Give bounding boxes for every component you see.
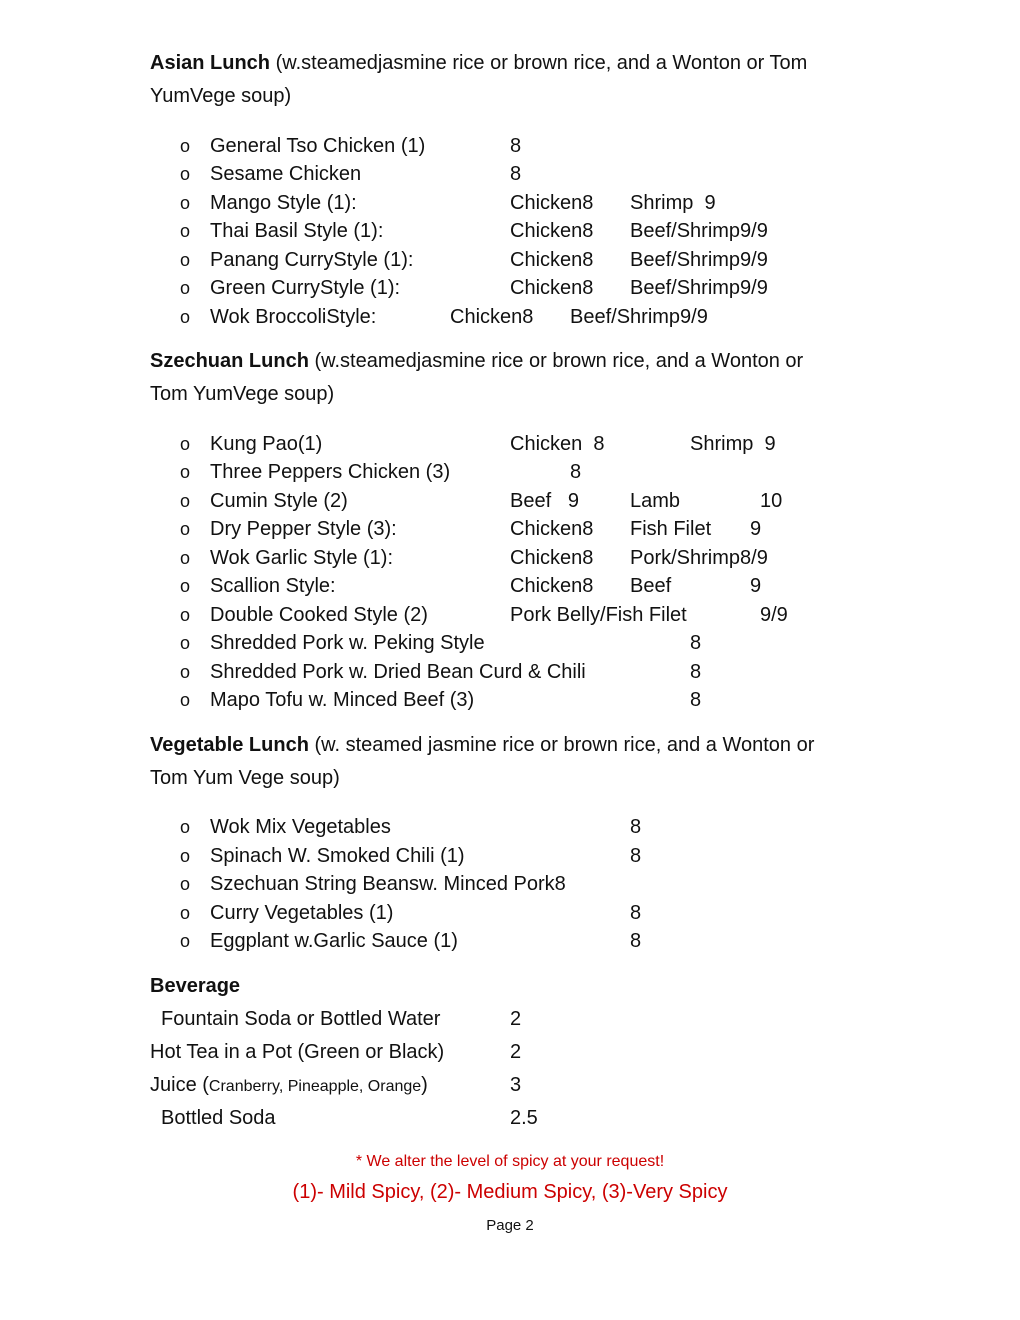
bullet-icon: o <box>180 817 191 837</box>
item-name: Wok Mix Vegetables <box>210 816 391 838</box>
item-price-alt: Shrimp 9 <box>690 433 776 455</box>
bullet-icon: o <box>180 903 191 923</box>
item-alt-price: 9 <box>750 575 762 597</box>
bullet-icon: o <box>180 605 191 625</box>
beverage-item-name: Fountain Soda or Bottled Water <box>161 1008 441 1030</box>
list-item <box>0 927 1020 955</box>
item-price-alt: Beef/Shrimp9/9 <box>570 306 708 328</box>
beverage-item-name: Bottled Soda <box>161 1107 276 1129</box>
item-name: Cumin Style (2) <box>210 490 348 512</box>
beverage-item-price: 2 <box>510 1041 522 1063</box>
item-price-alt: Beef/Shrimp9/9 <box>630 277 768 299</box>
item-name: Thai Basil Style (1): <box>210 220 384 242</box>
list-item <box>0 658 1020 686</box>
item-price-label: Pork Belly/Fish Filet <box>510 604 687 626</box>
beverage-item-price: 3 <box>510 1074 522 1096</box>
juice-label-end: ) <box>421 1074 428 1096</box>
list-item <box>0 217 1020 245</box>
bullet-icon: o <box>180 519 191 539</box>
bullet-icon: o <box>180 874 191 894</box>
item-price-beef: Beef 9 <box>510 490 579 512</box>
szechuan-lunch-desc-line1: (w.steamedjasmine rice or brown rice, and a Wonton or <box>314 350 804 372</box>
list-item <box>0 515 1020 543</box>
item-alt-price: 9 <box>750 518 762 540</box>
bullet-icon: o <box>180 164 191 184</box>
item-name: Mapo Tofu w. Minced Beef (3) <box>210 689 475 711</box>
item-price: 8 <box>690 661 702 683</box>
item-price-alt: Shrimp 9 <box>630 192 716 214</box>
item-price-alt: Beef/Shrimp9/9 <box>630 249 768 271</box>
item-name: General Tso Chicken (1) <box>210 135 426 157</box>
bullet-icon: o <box>180 462 191 482</box>
item-price: 8 <box>690 689 702 711</box>
bullet-icon: o <box>180 662 191 682</box>
vegetable-lunch-desc-line1: (w. steamed jasmine rice or brown rice, and a Wonton or <box>314 734 815 756</box>
item-name: Dry Pepper Style (3): <box>210 518 397 540</box>
item-price: 8 <box>570 461 582 483</box>
bullet-icon: o <box>180 576 191 596</box>
list-item <box>0 842 1020 870</box>
item-alt-label: Beef <box>630 575 672 597</box>
bullet-icon: o <box>180 278 191 298</box>
item-price-chicken: Chicken8 <box>510 547 594 569</box>
item-price-chicken: Chicken8 <box>510 277 594 299</box>
beverage-item-price: 2.5 <box>510 1107 538 1129</box>
list-item <box>0 572 1020 600</box>
bullet-icon: o <box>180 690 191 710</box>
bullet-icon: o <box>180 548 191 568</box>
list-item <box>0 899 1020 927</box>
beverage-item-price: 2 <box>510 1008 522 1030</box>
beverage-item-name <box>150 1071 428 1101</box>
list-item <box>0 601 1020 629</box>
item-price: 8 <box>690 632 702 654</box>
item-name: Three Peppers Chicken (3) <box>210 461 451 483</box>
szechuan-lunch-title: Szechuan Lunch <box>150 350 309 372</box>
list-item <box>0 487 1020 515</box>
bullet-icon: o <box>180 193 191 213</box>
bullet-icon: o <box>180 307 191 327</box>
item-price: 8 <box>630 930 642 952</box>
item-price-chicken: Chicken8 <box>510 220 594 242</box>
item-name: Shredded Pork w. Peking Style <box>210 632 485 654</box>
item-name: Panang CurryStyle (1): <box>210 249 414 271</box>
juice-label: Juice ( <box>150 1074 209 1096</box>
bullet-icon: o <box>180 250 191 270</box>
list-item <box>0 629 1020 657</box>
item-name: Shredded Pork w. Dried Bean Curd & Chili <box>210 661 586 683</box>
item-price-alt: Pork/Shrimp8/9 <box>630 547 768 569</box>
item-name: Sesame Chicken <box>210 163 362 185</box>
list-item <box>0 160 1020 188</box>
item-name: Wok BroccoliStyle: <box>210 306 377 328</box>
item-alt-price: 10 <box>760 490 783 512</box>
list-item <box>0 246 1020 274</box>
item-name: Szechuan String Beansw. Minced Pork8 <box>210 873 566 895</box>
asian-lunch-title: Asian Lunch <box>150 52 271 74</box>
list-item <box>0 544 1020 572</box>
vegetable-lunch-header <box>150 729 870 795</box>
vegetable-lunch-title: Vegetable Lunch <box>150 734 309 756</box>
item-price: 8 <box>510 135 522 157</box>
list-item <box>0 870 1020 898</box>
beverage-item-name: Hot Tea in a Pot (Green or Black) <box>150 1041 445 1063</box>
item-name: Mango Style (1): <box>210 192 357 214</box>
item-price-alt: Beef/Shrimp9/9 <box>630 220 768 242</box>
spicy-request-note: * We alter the level of spicy at your request! <box>355 1153 665 1170</box>
list-item <box>0 274 1020 302</box>
beverage-header <box>150 970 870 1003</box>
item-name: Eggplant w.Garlic Sauce (1) <box>210 930 458 952</box>
item-price-chicken: Chicken8 <box>450 306 534 328</box>
beverage-title: Beverage <box>150 975 241 997</box>
list-item <box>0 303 1020 331</box>
list-item <box>0 686 1020 714</box>
item-price-chicken: Chicken8 <box>510 518 594 540</box>
item-price: 8 <box>630 816 642 838</box>
list-item <box>0 430 1020 458</box>
item-alt-label: Lamb <box>630 490 681 512</box>
vegetable-lunch-desc-line2: Tom Yum Vege soup) <box>150 767 340 789</box>
item-price: 8 <box>630 902 642 924</box>
asian-lunch-desc-line1: (w.steamedjasmine rice or brown rice, and a Wonton or Tom <box>275 52 808 74</box>
bullet-icon: o <box>180 633 191 653</box>
bullet-icon: o <box>180 221 191 241</box>
item-name: Curry Vegetables (1) <box>210 902 394 924</box>
juice-flavors: Cranberry, Pineapple, Orange <box>208 1078 422 1095</box>
bullet-icon: o <box>180 434 191 454</box>
item-price-chicken: Chicken 8 <box>510 433 605 455</box>
spicy-legend-note: (1)- Mild Spicy, (2)- Medium Spicy, (3)-Very Spicy <box>292 1181 728 1203</box>
asian-lunch-desc-line2: YumVege soup) <box>150 85 292 107</box>
szechuan-lunch-desc-line2: Tom YumVege soup) <box>150 383 335 405</box>
bullet-icon: o <box>180 491 191 511</box>
page-number: Page 2 <box>486 1217 534 1234</box>
item-price: 8 <box>510 163 522 185</box>
item-price-chicken: Chicken8 <box>510 249 594 271</box>
item-price-chicken: Chicken8 <box>510 575 594 597</box>
item-name: Kung Pao(1) <box>210 433 323 455</box>
item-name: Green CurryStyle (1): <box>210 277 401 299</box>
item-alt-label: Fish Filet <box>630 518 712 540</box>
list-item <box>0 458 1020 486</box>
item-name: Wok Garlic Style (1): <box>210 547 393 569</box>
item-name: Scallion Style: <box>210 575 336 597</box>
bullet-icon: o <box>180 136 191 156</box>
bullet-icon: o <box>180 846 191 866</box>
asian-lunch-header <box>150 47 870 113</box>
item-price: 9/9 <box>760 604 788 626</box>
item-price-chicken: Chicken8 <box>510 192 594 214</box>
list-item <box>0 189 1020 217</box>
item-name: Double Cooked Style (2) <box>210 604 428 626</box>
list-item <box>0 813 1020 841</box>
item-price: 8 <box>630 845 642 867</box>
bullet-icon: o <box>180 931 191 951</box>
szechuan-lunch-header <box>150 345 870 411</box>
list-item <box>0 132 1020 160</box>
item-name: Spinach W. Smoked Chili (1) <box>210 845 465 867</box>
